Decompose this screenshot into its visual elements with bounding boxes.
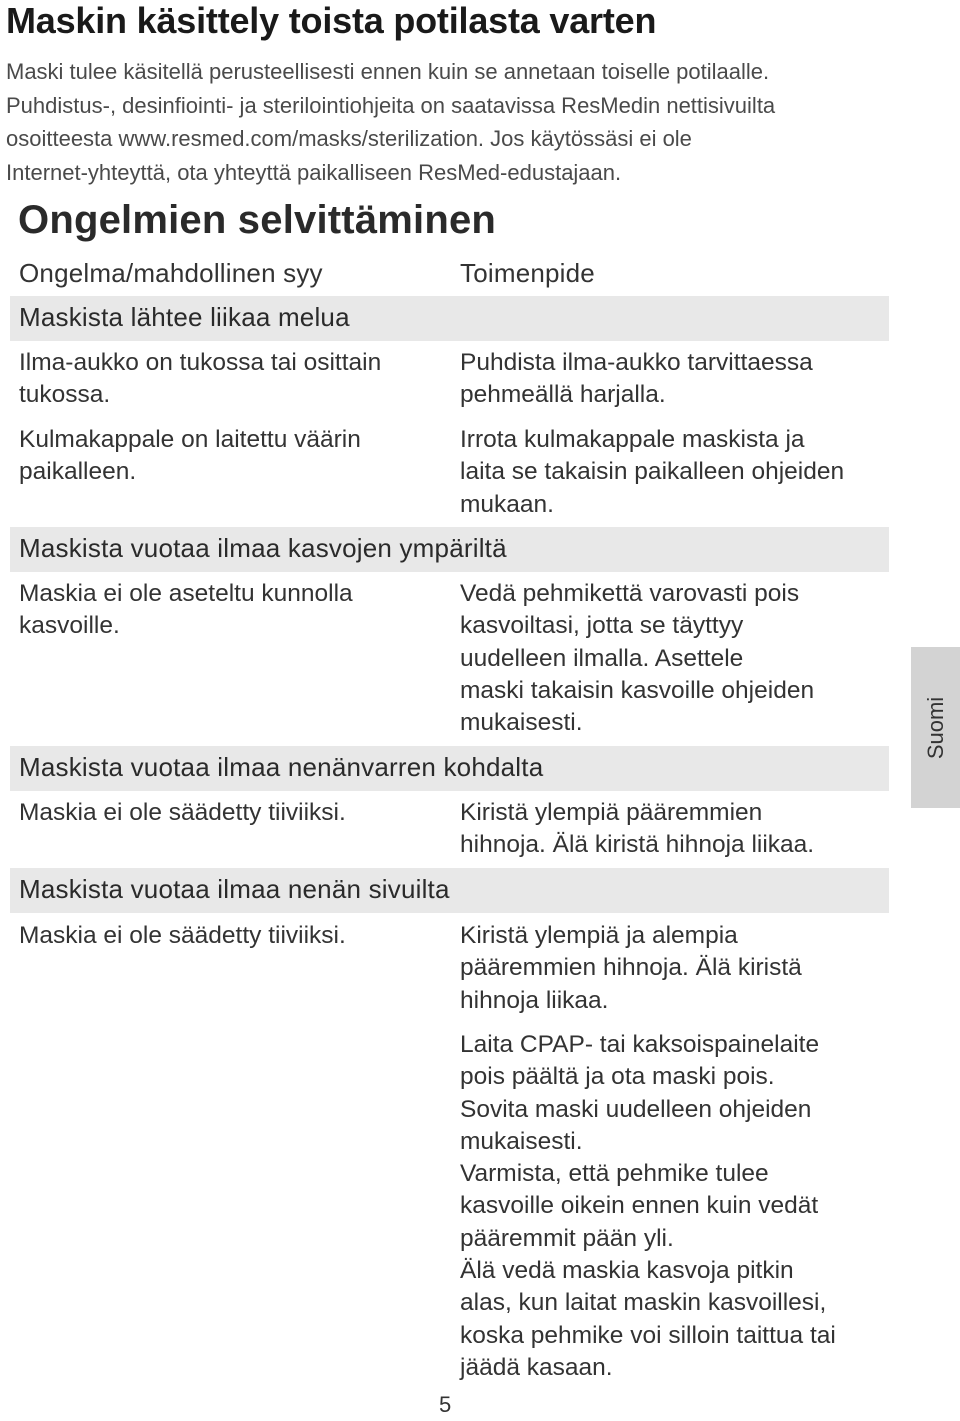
intro-line: osoitteesta www.resmed.com/masks/sterilization. Jos käytössäsi ei ole [6,126,692,151]
text-line: mukaan. [460,490,554,518]
section-heading: Maskista vuotaa ilmaa kasvojen ympäriltä [19,533,507,563]
intro-line: Puhdistus-, desinfiointi- ja sterilointiohjeita on saatavissa ResMedin nettisivuilta [6,92,776,118]
section-heading: Maskista vuotaa ilmaa nenän sivuilta [19,874,450,904]
problem-cell [19,347,381,412]
text-line: hihnoja liikaa. [460,986,609,1014]
column-header-problem: Ongelma/mahdollinen syy [19,258,323,288]
text-line: Ilma-aukko on tukossa tai osittain [19,349,382,376]
section-heading-band [10,746,889,791]
text-line: paikalleen. [19,458,137,486]
text-line: Varmista, että pehmike tulee [460,1160,769,1188]
problem-cell [19,424,361,489]
text-line: kasvoille. [19,612,120,640]
action-cell [460,797,814,862]
text-line: Kiristä ylempiä pääremmien [460,799,763,826]
column-header-action: Toimenpide [460,258,595,288]
section-heading: Maskista lähtee liikaa melua [19,302,350,332]
text-line: Maskia ei ole säädetty tiiviiksi. [19,922,346,949]
text-line: Irrota kulmakappale maskista ja [460,426,805,453]
text-line: Maskia ei ole säädetty tiiviiksi. [19,799,346,826]
text-line: Vedä pehmikettä varovasti pois [460,580,800,607]
text-line: kasvoiltasi, jotta se täyttyy [460,612,744,640]
problem-cell [19,797,346,829]
text-line: Älä vedä maskia kasvoja pitkin [460,1257,794,1285]
action-cell [460,1029,836,1384]
problem-cell [19,920,346,952]
section-heading-band [10,527,889,572]
text-line: kasvoille oikein ennen kuin vedät [460,1192,819,1220]
text-line: jäädä kasaan. [460,1353,613,1381]
section-heading-band [10,868,889,913]
section-heading: Maskista vuotaa ilmaa nenänvarren kohdalta [19,752,544,782]
text-line: pääremmit pään yli. [460,1224,674,1252]
text-line: mukaisesti. [460,709,583,737]
text-line: Laita CPAP- tai kaksoispainelaite [460,1031,820,1058]
intro-line: Internet-yhteyttä, ota yhteyttä paikalliseen ResMed-edustajaan. [6,159,622,185]
page-title: Maskin käsittely toista potilasta varten [6,0,657,41]
text-line: Puhdista ilma-aukko tarvittaessa [460,349,813,376]
action-cell [460,578,814,739]
text-line: hihnoja. Älä kiristä hihnoja liikaa. [460,831,815,859]
language-label: Suomi [922,696,948,759]
text-line: pääremmien hihnoja. Älä kiristä [460,954,802,982]
text-line: laita se takaisin paikalleen ohjeiden [460,458,845,486]
troubleshooting-title: Ongelmien selvittäminen [18,198,497,242]
text-line: maski takaisin kasvoille ohjeiden [460,676,815,704]
text-line: pehmeällä harjalla. [460,381,666,409]
text-line: Sovita maski uudelleen ohjeiden [460,1095,812,1123]
intro-paragraph [6,55,896,189]
text-line: Kiristä ylempiä ja alempia [460,922,738,949]
intro-line: Maski tulee käsitellä perusteellisesti ennen kuin se annetaan toiselle potilaalle. [6,59,770,84]
language-side-tab [911,647,960,808]
text-line: alas, kun laitat maskin kasvoillesi, [460,1289,827,1317]
problem-cell [19,578,353,643]
text-line: koska pehmike voi silloin taittua tai [460,1321,836,1349]
section-heading-band [10,296,889,341]
text-line: pois päältä ja ota maski pois. [460,1063,775,1091]
action-cell [460,920,802,1017]
page-number: 5 [439,1392,452,1417]
action-cell [460,347,813,412]
action-cell [460,424,844,521]
text-line: mukaisesti. [460,1127,583,1155]
text-line: Kulmakappale on laitettu väärin [19,426,361,453]
text-line: uudelleen ilmalla. Asettele [460,644,744,672]
text-line: tukossa. [19,381,111,409]
text-line: Maskia ei ole aseteltu kunnolla [19,580,353,607]
